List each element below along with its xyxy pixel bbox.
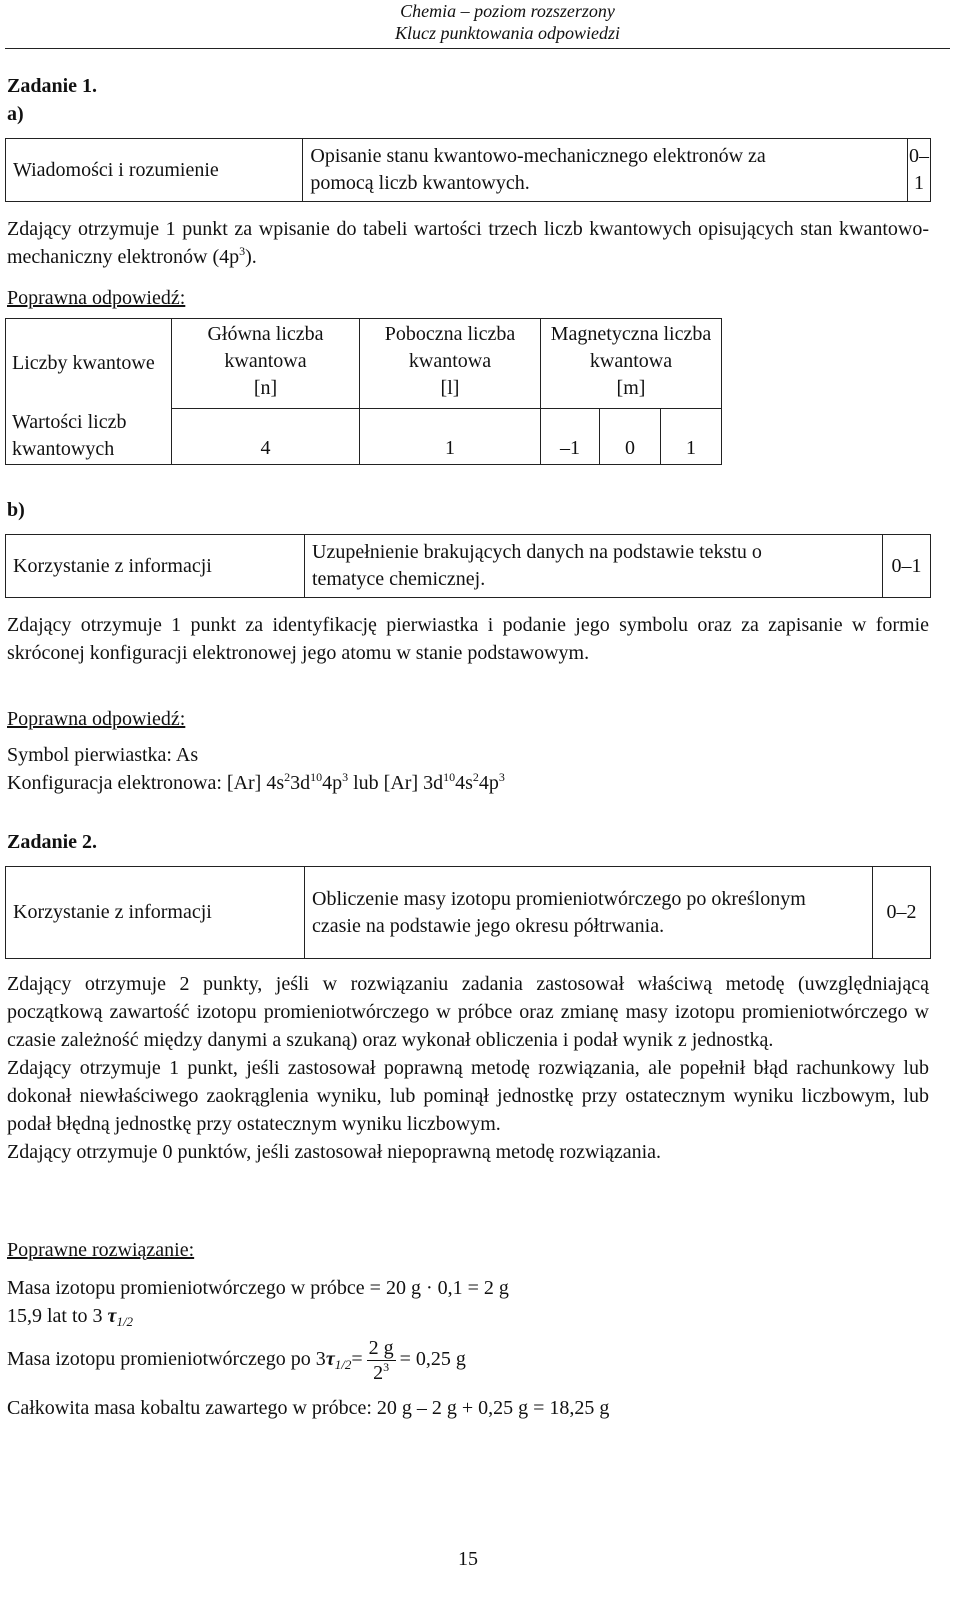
fraction-numerator: 2 g bbox=[368, 1336, 394, 1359]
header-divider bbox=[5, 48, 950, 49]
value-m-2: 0 bbox=[600, 409, 661, 465]
task1a-answer-label: Poprawna odpowiedź: bbox=[7, 287, 186, 309]
config-text: 3d bbox=[290, 772, 311, 794]
calc-line-1: Masa izotopu promieniotwórczego w próbce = 20 g · 0,1 = 2 g bbox=[7, 1277, 509, 1299]
task1-part-a: a) bbox=[7, 103, 24, 125]
scoring-suffix: ). bbox=[245, 246, 257, 268]
calc-line-2 bbox=[7, 1302, 133, 1330]
tau-subscript: 1/2 bbox=[334, 1357, 352, 1372]
page-number: 15 bbox=[458, 1548, 478, 1570]
value-m-1: –1 bbox=[541, 409, 600, 465]
calc2-text: 15,9 lat to 3 bbox=[7, 1305, 108, 1327]
row-label-wartosci: Wartości liczb kwantowych bbox=[6, 409, 172, 465]
config-sup: 2 bbox=[472, 770, 479, 784]
criteria2-area: Korzystanie z informacji bbox=[6, 867, 305, 959]
symbol-line: Symbol pierwiastka: As bbox=[7, 744, 199, 766]
col-mag-quantum bbox=[541, 319, 722, 409]
col-side-quantum bbox=[360, 319, 541, 409]
task2-solution-label: Poprawne rozwiązanie: bbox=[7, 1239, 195, 1261]
config-sup: 10 bbox=[443, 770, 456, 784]
task2-criteria-table bbox=[5, 866, 931, 959]
criteria-b-points: 0–1 bbox=[883, 535, 931, 598]
config-sup: 3 bbox=[498, 770, 505, 784]
task1b-answer-label: Poprawna odpowiedź: bbox=[7, 708, 186, 730]
config-sup: 3 bbox=[342, 770, 349, 784]
row-label-liczby: Liczby kwantowe bbox=[6, 319, 172, 409]
value-n: 4 bbox=[172, 409, 360, 465]
col-mag-label: Magnetyczna liczba kwantowa bbox=[550, 323, 712, 372]
den-exponent: 3 bbox=[383, 1359, 390, 1374]
config-text: lub [Ar] 3d bbox=[348, 772, 444, 794]
value-l: 1 bbox=[360, 409, 541, 465]
config-text: 4p bbox=[478, 772, 499, 794]
scoring-2-points: Zdający otrzymuje 2 punkty, jeśli w rozwiązaniu zadania zastosował właściwą metodę (uwzględniającą początkową zawartość izotopu promieniotwórczego w próbce oraz zmianę masy izotopu promieniotwórczego w czasie zależność między danymi a szukaną) oraz wykonał obliczenia i podał wynik z jednostką. bbox=[7, 973, 929, 1051]
mass-fraction bbox=[367, 1336, 396, 1385]
criteria-points: 0–1 bbox=[908, 139, 931, 202]
criteria2-description: Obliczenie masy izotopu promieniotwórczego po określonym czasie na podstawie jego okresu półtrwania. bbox=[305, 867, 873, 959]
config-prefix: Konfiguracja elektronowa: [Ar] 4s bbox=[7, 772, 285, 794]
config-text: 4s bbox=[455, 772, 473, 794]
calc3-result: = 0,25 g bbox=[399, 1348, 466, 1370]
task1b-scoring: Zdający otrzymuje 1 punkt za identyfikację pierwiastka i podanie jego symbolu oraz za zapisanie w formie skróconej konfiguracji elektronowej jego atomu w stanie podstawowym. bbox=[7, 614, 929, 664]
criteria-b-description: Uzupełnienie brakujących danych na podstawie tekstu o tematyce chemicznej. bbox=[305, 535, 883, 598]
task2-scoring bbox=[7, 970, 929, 1166]
col-side-symbol: [l] bbox=[440, 377, 460, 399]
config-text: 4p bbox=[322, 772, 343, 794]
page-header bbox=[395, 0, 620, 44]
scoring-0-points: Zdający otrzymuje 0 punktów, jeśli zastosował niepoprawną metodę rozwiązania. bbox=[7, 1141, 662, 1163]
col-main-label: Główna liczba kwantowa bbox=[207, 323, 324, 372]
den-base: 2 bbox=[373, 1361, 384, 1384]
scoring-1-point: Zdający otrzymuje 1 punkt, jeśli zastosował poprawną metodę rozwiązania, ale popełnił błąd rachunkowy lub dokonał niewłaściwego zaokrąglenia wyniku, lub pominął jednostkę przy ostatecznym wyniku liczbowym, lub podał błędną jednostkę przy ostatecznym wyniku liczbowym. bbox=[7, 1057, 929, 1135]
criteria2-points: 0–2 bbox=[873, 867, 931, 959]
scoring-text: Zdający otrzymuje 1 punkt za wpisanie do tabeli wartości trzech liczb kwantowych opisujących stan kwantowo-mechaniczny elektronów (4p bbox=[7, 218, 929, 268]
value-m-3: 1 bbox=[661, 409, 722, 465]
task1b-criteria-table bbox=[5, 534, 931, 598]
col-mag-symbol: [m] bbox=[616, 377, 646, 399]
criteria-area: Wiadomości i rozumienie bbox=[6, 139, 303, 202]
task1-title: Zadanie 1. bbox=[7, 75, 98, 97]
calc-line-3 bbox=[7, 1332, 466, 1386]
config-sup: 2 bbox=[284, 770, 291, 784]
header-subject: Chemia – poziom rozszerzony bbox=[400, 1, 615, 21]
criteria-b-area: Korzystanie z informacji bbox=[6, 535, 305, 598]
tau-subscript: 1/2 bbox=[116, 1314, 134, 1329]
tau-symbol: τ bbox=[107, 1305, 117, 1327]
scoring-sup: 3 bbox=[239, 244, 246, 258]
col-side-label: Poboczna liczba kwantowa bbox=[384, 323, 516, 372]
header-subtitle: Klucz punktowania odpowiedzi bbox=[395, 23, 620, 43]
tau-symbol: τ bbox=[325, 1348, 335, 1370]
col-main-symbol: [n] bbox=[253, 377, 278, 399]
task1-part-b: b) bbox=[7, 499, 25, 521]
fraction-denominator bbox=[367, 1361, 396, 1385]
task1a-scoring bbox=[7, 215, 929, 271]
config-line bbox=[7, 769, 505, 797]
task2-title: Zadanie 2. bbox=[7, 831, 98, 853]
calc3-equals: = bbox=[351, 1348, 363, 1370]
col-main-quantum bbox=[172, 319, 360, 409]
calc-line-4: Całkowita masa kobaltu zawartego w próbce: 20 g – 2 g + 0,25 g = 18,25 g bbox=[7, 1397, 610, 1419]
calc3-text: Masa izotopu promieniotwórczego po 3 bbox=[7, 1348, 326, 1370]
quantum-numbers-table bbox=[5, 318, 722, 465]
criteria-description: Opisanie stanu kwantowo-mechanicznego elektronów za pomocą liczb kwantowych. bbox=[303, 139, 908, 202]
config-sup: 10 bbox=[310, 770, 323, 784]
task1a-criteria-table bbox=[5, 138, 931, 202]
